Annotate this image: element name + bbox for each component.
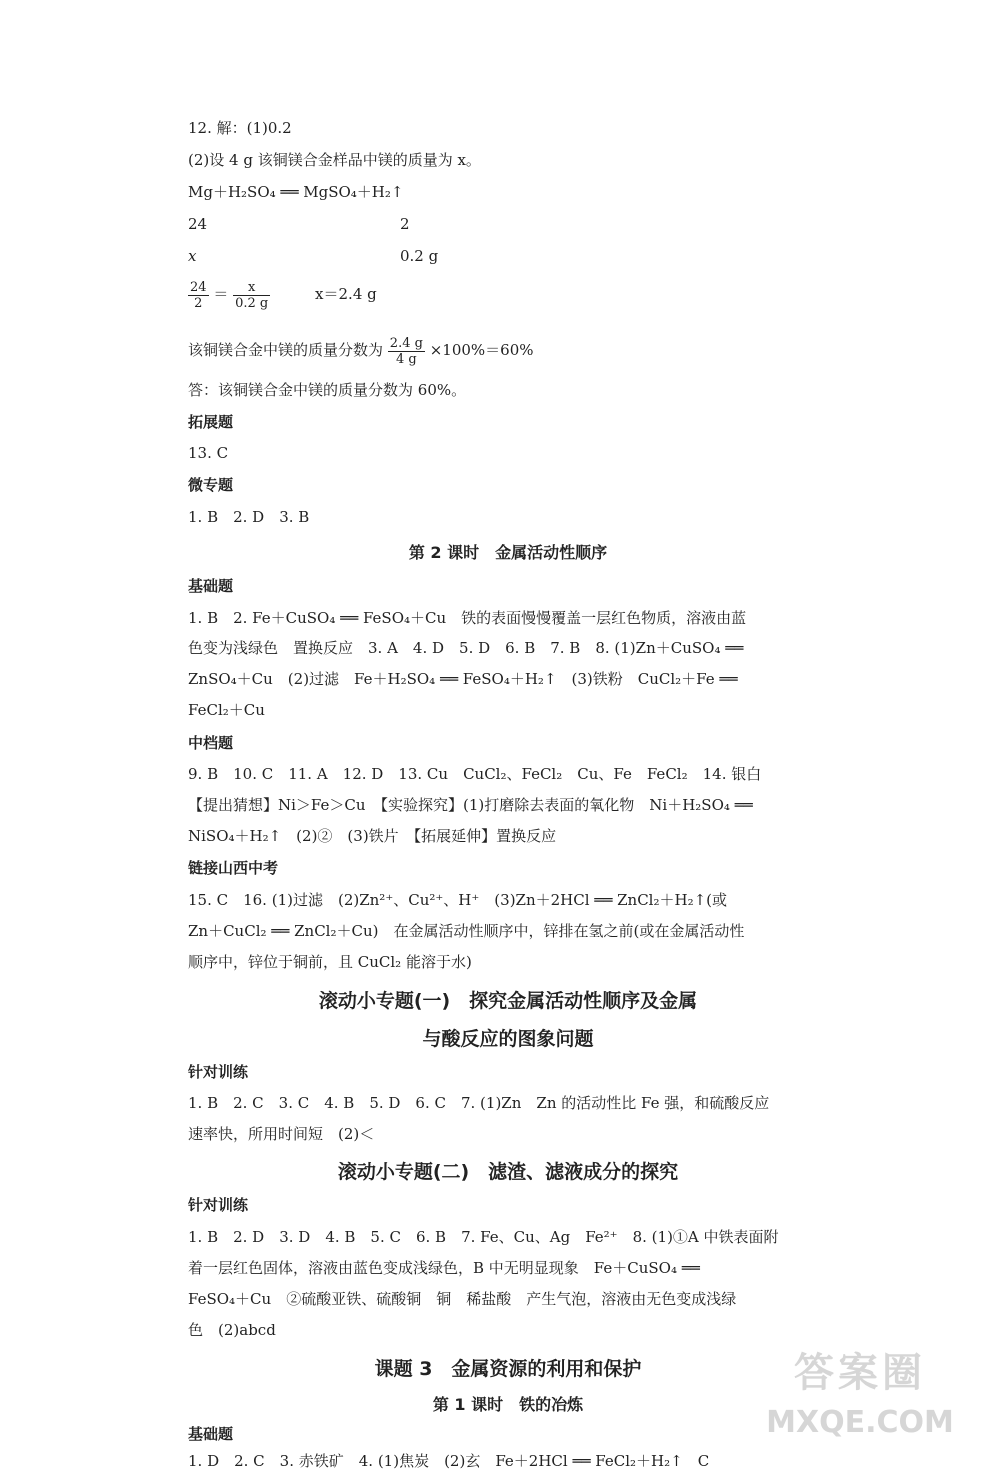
answer-line: NiSO₄＋H₂↑ (2)② (3)铁片 【拓展延伸】置换反应 [188, 827, 557, 845]
final-answer: 答：该铜镁合金中镁的质量分数为 60%。 [188, 381, 467, 399]
answer-line: 【提出猜想】Ni＞Fe＞Cu 【实验探究】(1)打磨除去表面的氧化物 Ni＋H₂SO₄ ══ [188, 796, 753, 814]
result: x＝2.4 g [315, 285, 377, 303]
mass-fraction-calc: 该铜镁合金中镁的质量分数为 $\frac{2.4 g}{4 g}$ ×100%＝60% [188, 335, 534, 367]
answer-line: FeCl₂＋Cu [188, 701, 265, 719]
answer-line: 1. B 2. D 3. D 4. B 5. C 6. B 7. Fe、Cu、Ag Fe²⁺ 8. (1)①A 中铁表面附 [188, 1228, 779, 1246]
answer-line: 9. B 10. C 11. A 12. D 13. Cu CuCl₂、FeCl₂ Cu、Fe FeCl₂ 14. 银白 [188, 765, 762, 783]
section-label: 基础题 [188, 1425, 234, 1443]
topic-title: 滚动小专题(一) 探究金属活动性顺序及金属 [318, 990, 698, 1012]
answer-line: 速率快，所用时间短 (2)＜ [188, 1125, 375, 1143]
answer-12-part2-setup: (2)设 4 g 该铜镁合金样品中镁的质量为 x。 [188, 151, 481, 169]
section-label: 拓展题 [188, 413, 234, 431]
fraction: $\frac{2.4 g}{4 g}$ [389, 335, 423, 367]
section-label: 针对训练 [188, 1063, 249, 1081]
ratio-value: 24 [188, 215, 208, 233]
watermark-url: MXQE.COM [766, 1405, 954, 1440]
section-label: 针对训练 [188, 1196, 249, 1214]
answer-line: Zn＋CuCl₂ ══ ZnCl₂＋Cu) 在金属活动性顺序中，锌排在氢之前(或在金属活动性 [188, 922, 745, 940]
answer-line: ZnSO₄＋Cu (2)过滤 Fe＋H₂SO₄ ══ FeSO₄＋H₂↑ (3)铁粉 CuCl₂＋Fe ══ [188, 670, 738, 688]
lesson-title: 第 1 课时 铁的冶炼 [432, 1395, 584, 1414]
answer-line: 1. B 2. C 3. C 4. B 5. D 6. C 7. (1)Zn Zn 的活动性比 Fe 强，和硫酸反应 [188, 1094, 770, 1112]
answer-line: 顺序中，锌位于铜前，且 CuCl₂ 能溶于水) [188, 953, 472, 971]
site-watermark [750, 1343, 970, 1463]
watermark-logo: 答案圈 [794, 1350, 926, 1396]
ratio-value: x [188, 247, 197, 265]
topic-title: 滚动小专题(二) 滤渣、滤液成分的探究 [337, 1161, 679, 1183]
answer-line: 1. B 2. D 3. B [188, 508, 310, 526]
ratio-value: 2 [400, 215, 410, 233]
fraction: $\frac{24}{2}$ [190, 279, 207, 311]
fraction: $\frac{x}{0.2 g}$ [235, 279, 269, 311]
section-label: 链接山西中考 [188, 859, 279, 877]
lesson-title: 第 2 课时 金属活动性顺序 [408, 543, 608, 562]
ratio-row-2 [188, 246, 828, 266]
answer-line: 1. B 2. Fe＋CuSO₄ ══ FeSO₄＋Cu 铁的表面慢慢覆盖一层红色物质，溶液由蓝 [188, 609, 747, 627]
ratio-row-1 [188, 214, 828, 234]
answer-line: 15. C 16. (1)过滤 (2)Zn²⁺、Cu²⁺、H⁺ (3)Zn＋2HCl ══ ZnCl₂＋H₂↑(或 [188, 891, 728, 909]
answer-line: 色 (2)abcd [188, 1321, 276, 1339]
proportion-equation: $\frac{24}{2}$ ＝ $\frac{x}{0.2 g}$ x＝2.4 g [190, 279, 377, 311]
answer-line: FeSO₄＋Cu ②硫酸亚铁、硫酸铜 铜 稀盐酸 产生气泡，溶液由无色变成浅绿 [188, 1290, 737, 1308]
answer-12-part1: 12. 解：(1)0.2 [188, 119, 292, 137]
answer-line: 色变为浅绿色 置换反应 3. A 4. D 5. D 6. B 7. B 8. (1)Zn＋CuSO₄ ══ [188, 639, 744, 657]
topic-title: 与酸反应的图象问题 [422, 1028, 594, 1050]
unit-title: 课题 3 金属资源的利用和保护 [374, 1358, 642, 1380]
answer-line: 13. C [188, 444, 229, 462]
section-label: 中档题 [188, 734, 234, 752]
section-label: 微专题 [188, 476, 234, 494]
section-label: 基础题 [188, 577, 234, 595]
ratio-value: 0.2 g [400, 247, 439, 265]
answer-line: 着一层红色固体，溶液由蓝色变成浅绿色，B 中无明显现象 Fe＋CuSO₄ ══ [188, 1259, 700, 1277]
chemical-equation: Mg＋H₂SO₄ ══ MgSO₄＋H₂↑ [188, 183, 404, 201]
answer-line: 1. D 2. C 3. 赤铁矿 4. (1)焦炭 (2)玄 Fe＋2HCl ══ FeCl₂＋H₂↑ C [188, 1452, 710, 1470]
